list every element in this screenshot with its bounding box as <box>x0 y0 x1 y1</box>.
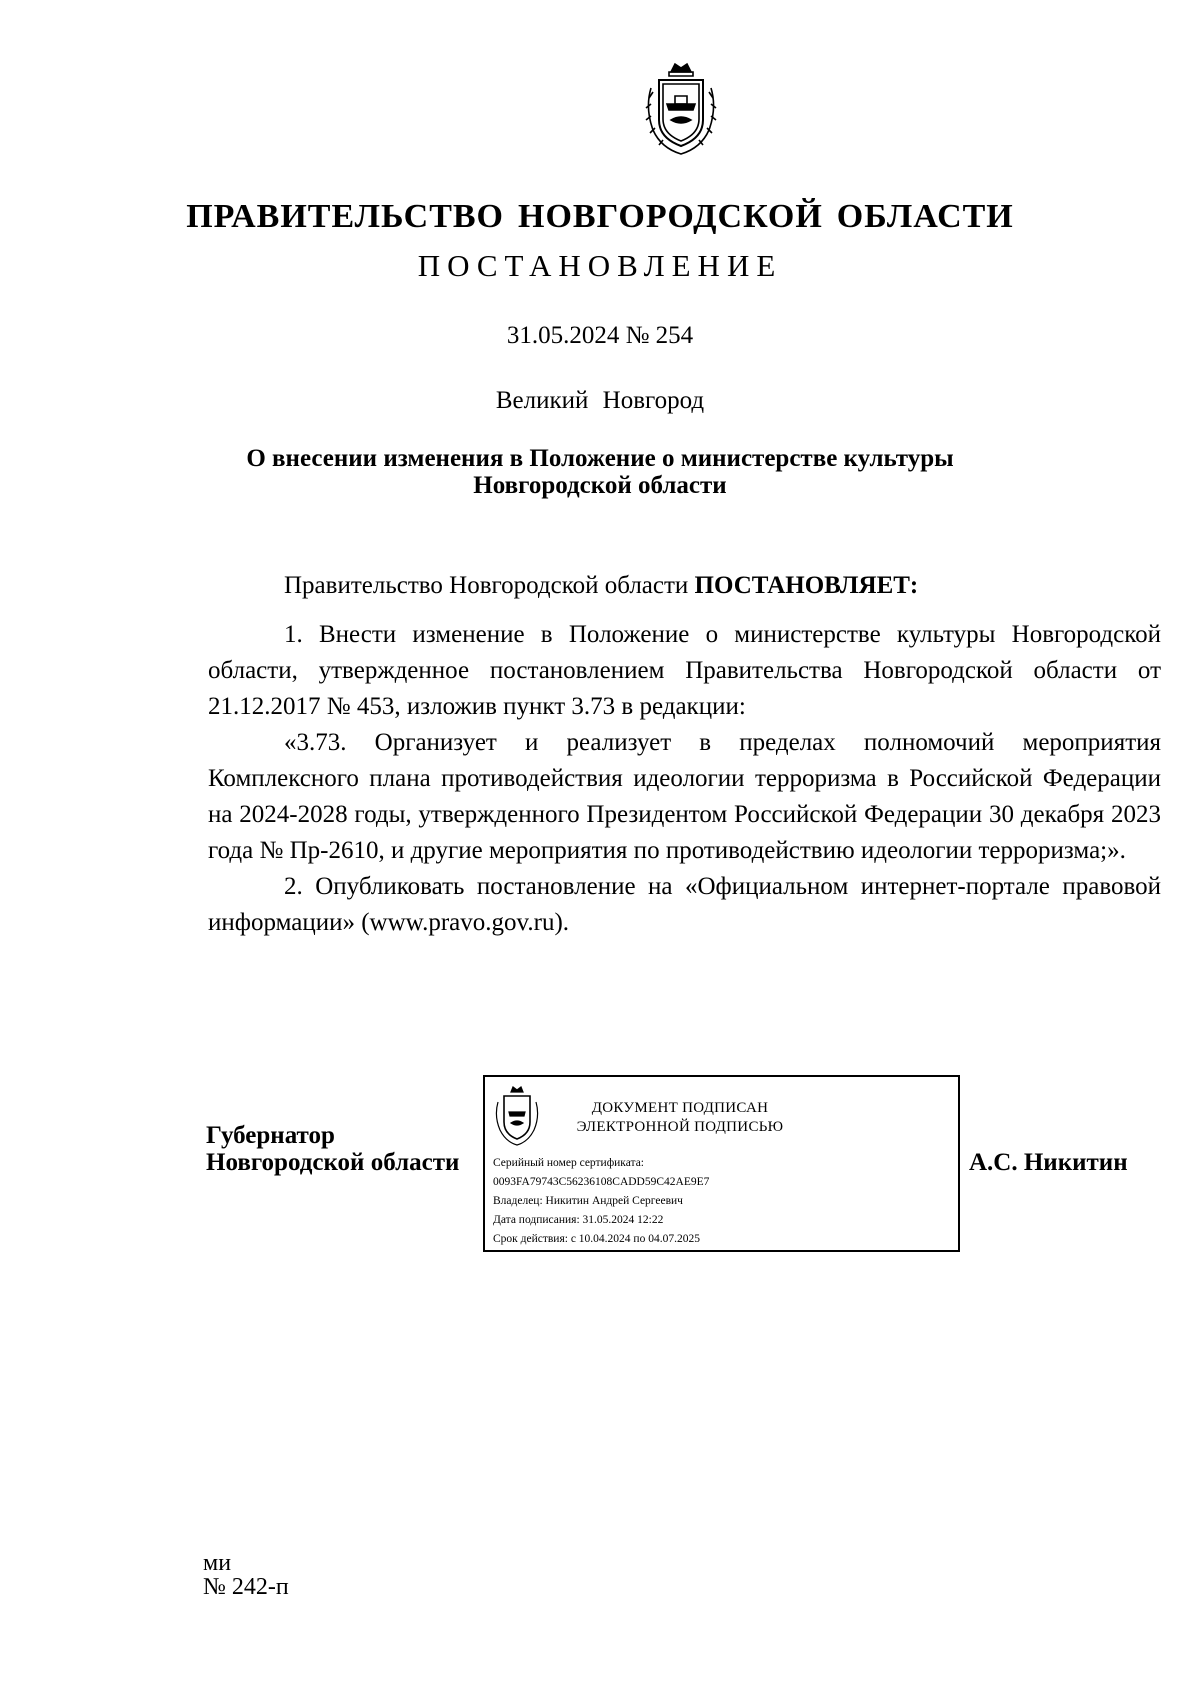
intro-bold: ПОСТАНОВЛЯЕТ: <box>694 572 919 599</box>
cert-serial: 0093FA79743C56236108CADD59C42AE9E7 <box>493 1176 710 1188</box>
paragraph-3: 2. Опубликовать постановление на «Официальном интернет-портале правовой информации» (www.pravo.gov.ru). <box>208 873 1161 936</box>
cert-label: Серийный номер сертификата: <box>493 1157 644 1169</box>
org-word-2: НОВГОРОДСКОЙ <box>518 198 823 235</box>
document-type: ПОСТАНОВЛЕНИЕ <box>417 248 783 283</box>
reference-number: № 242-п <box>203 1574 289 1600</box>
intro-text: Правительство Новгородской области <box>284 572 695 599</box>
org-word-3: ОБЛАСТИ <box>836 198 1014 235</box>
stamp-coat-of-arms-icon <box>492 1084 542 1147</box>
paragraph-1: 1. Внести изменение в Положение о министерстве культуры Новгородской области, утвержденное постановлением Правительства Новгородской области от 21.12.2017 № 453, изложив пункт 3.73 в редакции: <box>208 621 1161 720</box>
resolution-intro <box>208 568 1161 604</box>
signatory-name: А.С. Никитин <box>969 1149 1128 1176</box>
organization-title <box>0 198 1200 236</box>
role-line-2: Новгородской области <box>206 1149 460 1176</box>
signatory-role <box>206 1122 459 1176</box>
electronic-signature-stamp <box>483 1075 960 1252</box>
cert-validity: Срок действия: с 10.04.2024 по 04.07.2025 <box>493 1233 700 1245</box>
role-line-1: Губернатор <box>206 1122 335 1149</box>
signed-date: Дата подписания: 31.05.2024 12:22 <box>493 1214 664 1226</box>
date-and-number: 31.05.2024 № 254 <box>506 322 694 349</box>
resolution-body <box>208 617 1161 941</box>
coat-of-arms-icon <box>641 58 721 158</box>
reference-initials: ми <box>203 1550 232 1576</box>
stamp-heading-line-1: ДОКУМЕНТ ПОДПИСАН <box>591 1100 769 1116</box>
title-line-1: О внесении изменения в Положение о министерстве культуры <box>246 445 954 472</box>
city: Великий Новгород <box>495 387 705 414</box>
stamp-heading <box>555 1099 805 1137</box>
stamp-details <box>493 1154 709 1249</box>
title-line-2: Новгородской области <box>473 472 727 499</box>
paragraph-2: «3.73. Организует и реализует в пределах полномочий мероприятия Комплексного плана противодействия идеологии терроризма в Российской Федерации на 2024-2028 годы, утвержденного Президентом Российской Федерации 30 декабря 2023 года № Пр-2610, и другие мероприятия по противодействию идеологии терроризма;». <box>208 729 1161 864</box>
document-title <box>0 445 1200 499</box>
org-word-1: ПРАВИТЕЛЬСТВО <box>186 198 505 235</box>
cert-owner: Владелец: Никитин Андрей Сергеевич <box>493 1195 683 1207</box>
stamp-heading-line-2: ЭЛЕКТРОННОЙ ПОДПИСЬЮ <box>576 1119 784 1135</box>
document-reference <box>203 1551 289 1599</box>
